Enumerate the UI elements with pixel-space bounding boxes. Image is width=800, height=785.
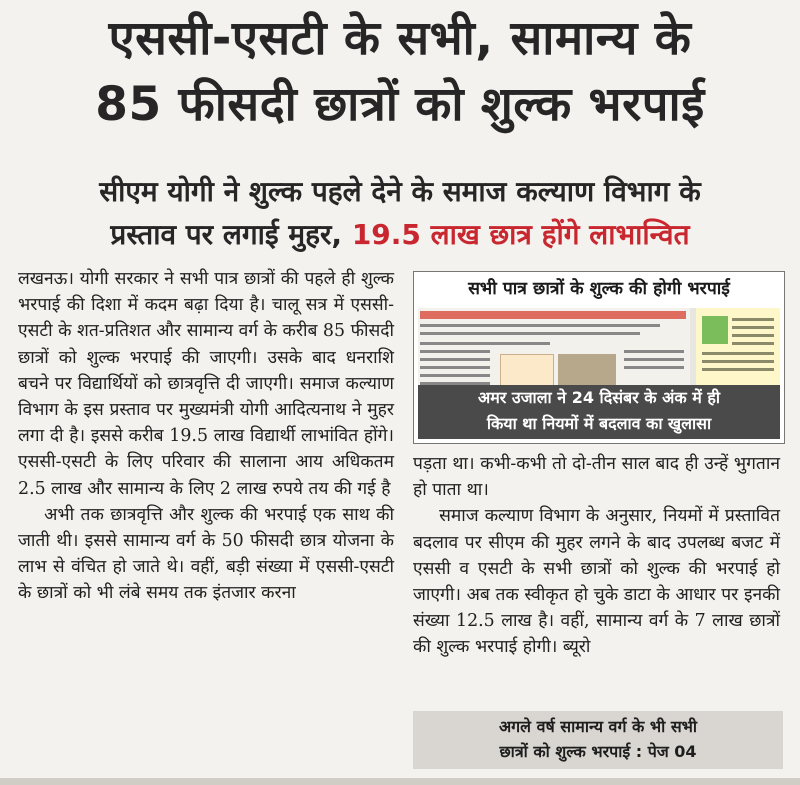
bottom-edge (0, 778, 800, 785)
right-paragraph-1: पड़ता था। कभी-कभी तो दो-तीन साल बाद ही उन्हें भुगतान हो पाता था। (413, 454, 780, 501)
page-reference-line-2: छात्रों को शुल्क भरपाई : पेज 04 (499, 742, 697, 761)
headline-line-2: 85 फीसदी छात्रों को शुल्क भरपाई (95, 77, 705, 132)
inset-caption-line-2: किया था नियमों में बदलाव का खुलासा (486, 414, 712, 433)
subheadline (0, 170, 800, 256)
subheadline-line-2-start: प्रस्ताव पर लगाई मुहर, (110, 218, 352, 251)
inset-title: सभी पात्र छात्रों के शुल्क की होगी भरपाई (468, 279, 730, 299)
right-paragraph-2: समाज कल्याण विभाग के अनुसार, नियमों में प्रस्तावित बदलाव पर सीएम की मुहर लगने के बाद उपलब्ध बजट में एससी व एसटी के सभी छात्रों को शुल्क की भरपाई हो जाएगी। अब तक स्वीकृत हो चुके डाटा के आधार पर इनकी संख्या 12.5 लाख है। वहीं, सामान्य वर्ग के 7 लाख छात्रों की शुल्क भरपाई होगी। ब्यूरो (413, 506, 780, 658)
subheadline-highlight: 19.5 लाख छात्र होंगे लाभान्वित (351, 218, 690, 251)
left-paragraph-2: अभी तक छात्रवृत्ति और शुल्क की भरपाई एक साथ की जाती थी। इससे सामान्य वर्ग के 50 फीसदी छात्र योजना के लाभ से वंचित हो जाते थे। वहीं, बड़ी संख्या में एससी-एसटी के छात्रों को भी लंबे समय तक इंतजार करना (18, 504, 394, 604)
left-paragraph-1: लखनऊ। योगी सरकार ने सभी पात्र छात्रों की पहले ही शुल्क भरपाई की दिशा में कदम बढ़ा दिया है। चालू सत्र में एससी-एसटी के शत-प्रतिशत और सामान्य वर्ग के करीब 85 फीसदी छात्रों को शुल्क भरपाई की जाएगी। उसके बाद धनराशि बचने पर विद्यार्थियों को छात्रवृत्ति दी जाएगी। समाज कल्याण विभाग के इस प्रस्ताव पर मुख्यमंत्री योगी आदित्यनाथ ने मुहर लगा दी है। इससे करीब 19.5 लाख विद्यार्थी लाभांवित होंगे। एससी-एसटी के लिए परिवार की सालाना आय अधिकतम 2.5 लाख और सामान्य के लिए 2 लाख रुपये तय की गई है (18, 269, 394, 499)
page-reference-note (413, 711, 783, 769)
left-column (18, 266, 394, 607)
headline-line-1: एससी-एसटी के सभी, सामान्य के (108, 11, 692, 66)
headline (0, 6, 800, 138)
right-column (413, 451, 780, 661)
inset-caption (418, 385, 780, 439)
inset-caption-line-1: अमर उजाला ने 24 दिसंबर के अंक में ही (478, 388, 720, 407)
inset-clipping-box (413, 271, 785, 444)
page-reference-line-1: अगले वर्ष सामान्य वर्ग के भी सभी (498, 717, 698, 736)
subheadline-line-1: सीएम योगी ने शुल्क पहले देने के समाज कल्याण विभाग के (99, 175, 701, 208)
subheadline-line-2 (0, 213, 800, 256)
